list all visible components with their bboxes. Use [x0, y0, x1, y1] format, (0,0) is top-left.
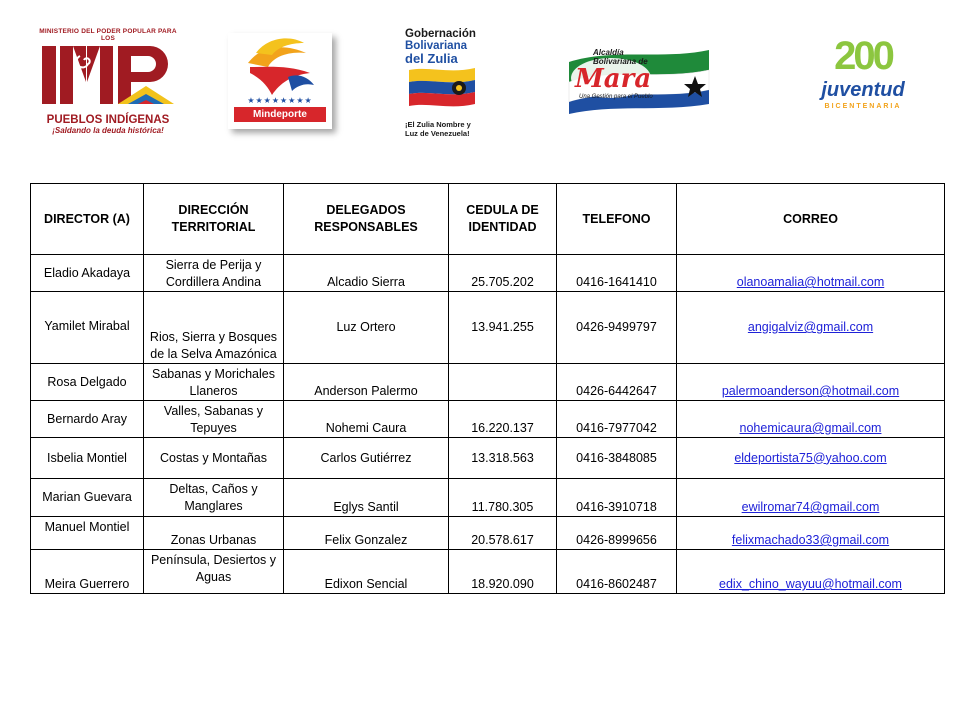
cell-territory: Sabanas y Morichales Llaneros — [144, 364, 284, 401]
table-row — [31, 292, 945, 364]
cell-delegate: Edixon Sencial — [284, 550, 449, 594]
table-row — [31, 364, 945, 401]
cell-director: Meira Guerrero — [31, 550, 144, 594]
header-email: CORREO — [677, 184, 945, 255]
logo-mindeporte — [228, 33, 332, 129]
cell-id: 18.920.090 — [449, 550, 557, 594]
table-row — [31, 401, 945, 438]
directory-table — [30, 183, 945, 594]
cell-id: 25.705.202 — [449, 255, 557, 292]
cell-territory: Valles, Sabanas y Tepuyes — [144, 401, 284, 438]
mindeporte-flame-icon — [228, 33, 332, 103]
cell-delegate: Felix Gonzalez — [284, 517, 449, 550]
cell-id: 11.780.305 — [449, 479, 557, 517]
cell-id: 13.318.563 — [449, 438, 557, 479]
zulia-flag-icon — [405, 66, 485, 112]
cell-territory: Rios, Sierra y Bosques de la Selva Amazónica — [144, 292, 284, 364]
cell-id: 16.220.137 — [449, 401, 557, 438]
email-link[interactable]: eldeportista75@yahoo.com — [734, 450, 887, 465]
cell-director: Rosa Delgado — [31, 364, 144, 401]
email-link[interactable]: angigalviz@gmail.com — [747, 320, 874, 334]
table-header-row — [31, 184, 945, 255]
logo-zulia-line1: Gobernación — [405, 28, 476, 40]
header-director: DIRECTOR (A) — [31, 184, 144, 255]
cell-phone: 0416-7977042 — [557, 401, 677, 438]
cell-director: Yamilet Mirabal — [31, 292, 144, 364]
header-phone: TELEFONO — [557, 184, 677, 255]
logo-imp-tagline: ¡Saldando la deuda histórica! — [52, 126, 164, 135]
cell-email — [677, 550, 945, 594]
cell-director: Manuel Montiel — [31, 517, 144, 550]
cell-territory: Costas y Montañas — [144, 438, 284, 479]
logo-juventud-number: 200 — [834, 34, 892, 78]
logo-gobernacion-zulia — [405, 28, 497, 146]
logo-mara-line1: Alcaldía — [593, 48, 624, 57]
logo-zulia-line3: del Zulia — [405, 51, 458, 66]
cell-phone: 0426-6442647 — [557, 364, 677, 401]
email-link[interactable]: palermoanderson@hotmail.com — [721, 384, 900, 398]
logo-juventud-word: juventud — [821, 79, 905, 101]
cell-email — [677, 438, 945, 479]
cell-territory: Sierra de Perija y Cordillera Andina — [144, 255, 284, 292]
header-territory: DIRECCIÓN TERRITORIAL — [144, 184, 284, 255]
cell-email — [677, 517, 945, 550]
cell-email — [677, 255, 945, 292]
cell-id: 20.578.617 — [449, 517, 557, 550]
cell-delegate: Luz Ortero — [284, 292, 449, 364]
logo-imp-mark — [38, 42, 178, 108]
cell-director: Bernardo Aray — [31, 401, 144, 438]
logo-imp-ministry-text: MINISTERIO DEL PODER POPULAR PARA LOS — [39, 28, 177, 42]
cell-director: Eladio Akadaya — [31, 255, 144, 292]
table-row — [31, 479, 945, 517]
cell-phone: 0416-3910718 — [557, 479, 677, 517]
cell-delegate: Anderson Palermo — [284, 364, 449, 401]
logo-zulia-slogan2: Luz de Venezuela! — [405, 129, 470, 138]
logo-zulia-line2: Bolivariana — [405, 40, 467, 52]
cell-email — [677, 364, 945, 401]
cell-director: Isbelia Montiel — [31, 438, 144, 479]
header-id: CEDULA DE IDENTIDAD — [449, 184, 557, 255]
cell-territory: Deltas, Caños y Manglares — [144, 479, 284, 517]
logo-alcaldia-mara — [563, 42, 713, 114]
cell-phone: 0426-9499797 — [557, 292, 677, 364]
email-link[interactable]: edix_chino_wayuu@hotmail.com — [719, 577, 902, 591]
logo-mindeporte-label: Mindeporte — [234, 107, 326, 122]
logo-pueblos-indigenas — [38, 28, 178, 140]
table-row — [31, 255, 945, 292]
email-link[interactable]: felixmachado33@gmail.com — [731, 533, 890, 547]
cell-territory: Zonas Urbanas — [144, 517, 284, 550]
logo-juventud-bicentenaria — [812, 33, 914, 141]
logo-juventud-sub: BICENTENARIA — [824, 103, 902, 110]
cell-delegate: Alcadio Sierra — [284, 255, 449, 292]
cell-phone: 0416-1641410 — [557, 255, 677, 292]
email-link[interactable]: nohemicaura@gmail.com — [739, 421, 882, 435]
logo-zulia-slogan1: ¡El Zulia Nombre y — [405, 120, 471, 129]
svg-text:IMP: IMP — [108, 42, 110, 43]
cell-delegate: Carlos Gutiérrez — [284, 438, 449, 479]
table-row — [31, 550, 945, 594]
email-link[interactable]: olanoamalia@hotmail.com — [736, 275, 885, 289]
email-link[interactable]: ewilromar74@gmail.com — [741, 500, 880, 514]
cell-phone: 0416-3848085 — [557, 438, 677, 479]
logo-mara-slogan: Una Gestión para el Pueblo — [579, 94, 653, 100]
cell-email — [677, 401, 945, 438]
cell-delegate: Nohemi Caura — [284, 401, 449, 438]
cell-phone: 0416-8602487 — [557, 550, 677, 594]
logo-mara-name: Mara — [575, 64, 652, 94]
cell-email — [677, 292, 945, 364]
cell-id: 13.941.255 — [449, 292, 557, 364]
table-row — [31, 517, 945, 550]
cell-phone: 0426-8999656 — [557, 517, 677, 550]
table-row — [31, 438, 945, 479]
cell-territory: Península, Desiertos y Aguas — [144, 550, 284, 594]
logo-imp-name: PUEBLOS INDÍGENAS — [46, 114, 170, 126]
logo-mara-line2: Bolivariana de — [593, 57, 648, 66]
cell-director: Marian Guevara — [31, 479, 144, 517]
cell-delegate: Eglys Santil — [284, 479, 449, 517]
cell-email — [677, 479, 945, 517]
mindeporte-stars-icon: ★★★★★★★★ — [247, 96, 313, 105]
cell-id — [449, 364, 557, 401]
header-delegates: DELEGADOS RESPONSABLES — [284, 184, 449, 255]
